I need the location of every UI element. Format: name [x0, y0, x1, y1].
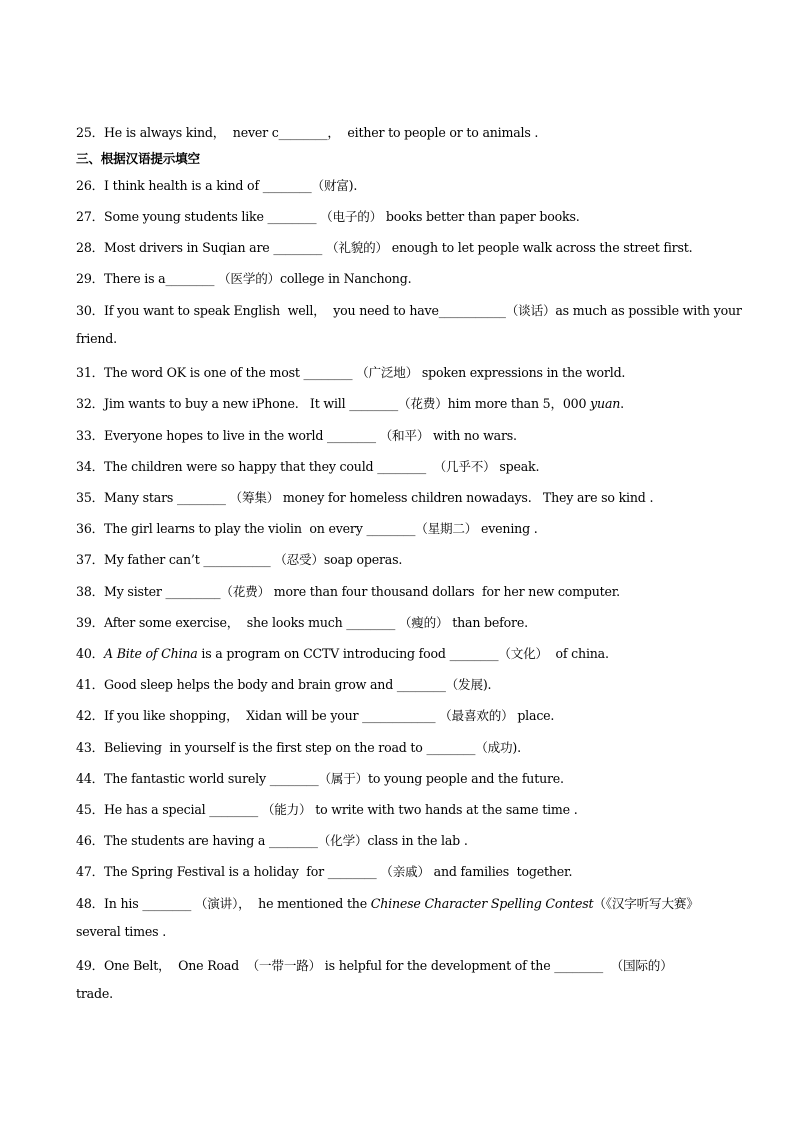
question-41: 41．Good sleep helps the body and brain grow and ________（发展). [76, 677, 492, 692]
question-32-text: 32．Jim wants to buy a new iPhone. It will ________（花费）him more than 5，000 [76, 396, 591, 411]
question-40-text: is a program on CCTV introducing food ________（文化） of china. [197, 646, 609, 661]
question-48 [76, 893, 699, 912]
question-27: 27．Some young students like ________ （电子的） books better than paper books. [76, 209, 580, 224]
question-30-continued: friend. [76, 331, 117, 346]
question-37: 37．My father can’t ___________ （忍受）soap operas. [76, 552, 403, 567]
question-25: 25．He is always kind， never c________， either to people or to animals . [76, 125, 539, 140]
question-48-text: 48．In his ________ （演讲）， he mentioned the [76, 896, 371, 911]
question-43: 43．Believing in yourself is the first step on the road to ________（成功). [76, 740, 521, 755]
question-34: 34．The children were so happy that they could ________ （几乎不） speak. [76, 459, 540, 474]
question-39: 39．After some exercise， she looks much ________ （瘦的） than before. [76, 615, 528, 630]
question-40 [76, 643, 609, 662]
question-40-number: 40． [76, 646, 105, 661]
question-33: 33．Everyone hopes to live in the world ________ （和平） with no wars. [76, 428, 517, 443]
question-45: 45．He has a special ________ （能力） to write with two hands at the same time . [76, 802, 578, 817]
question-32 [76, 393, 624, 412]
question-31: 31．The word OK is one of the most ________ （广泛地） spoken expressions in the world. [76, 365, 626, 380]
question-44: 44．The fantastic world surely ________（属于）to young people and the future. [76, 771, 564, 786]
section-heading: 三、根据汉语提示填空 [76, 151, 200, 166]
question-48-contest: Chinese Character Spelling Contest [370, 896, 594, 911]
question-38: 38．My sister _________（花费） more than four thousand dollars for her new computer. [76, 584, 620, 599]
question-26: 26．I think health is a kind of ________（财富). [76, 178, 358, 193]
question-46: 46．The students are having a ________（化学）class in the lab . [76, 833, 468, 848]
question-42: 42．If you like shopping， Xidan will be your ____________ （最喜欢的） place. [76, 708, 555, 723]
question-32-end: . [620, 396, 624, 411]
question-48-continued: several times . [76, 924, 166, 939]
question-47: 47．The Spring Festival is a holiday for ________ （亲戚） and families together. [76, 864, 573, 879]
question-49-continued: trade. [76, 986, 113, 1001]
question-32-yuan: yuan [590, 396, 621, 411]
question-28: 28．Most drivers in Suqian are ________ （礼貌的） enough to let people walk across the street first. [76, 240, 693, 255]
question-36: 36．The girl learns to play the violin on every ________（星期二） evening . [76, 521, 538, 536]
question-48-chinese: （《汉字听写大赛》 [593, 896, 699, 911]
question-49: 49．One Belt， One Road （一带一路） is helpful for the development of the ________ （国际的） [76, 958, 673, 973]
question-35: 35．Many stars ________ （筹集） money for homeless children nowadays. They are so kind . [76, 490, 654, 505]
question-29: 29．There is a________ （医学的）college in Nanchong. [76, 271, 412, 286]
question-30: 30．If you want to speak English well， you need to have___________（谈话）as much as possible with your [76, 303, 742, 318]
question-40-title: A Bite of China [104, 646, 198, 661]
